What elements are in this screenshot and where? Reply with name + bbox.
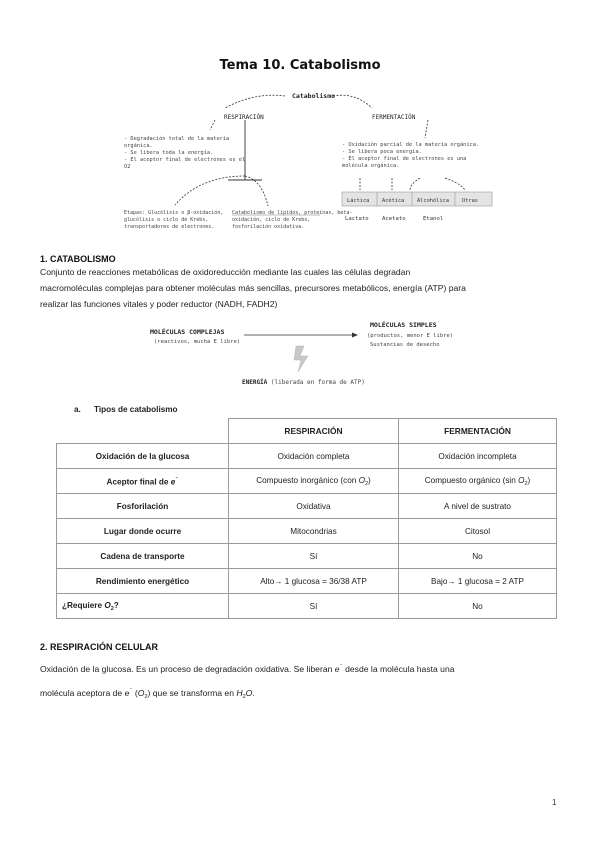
- cell-close: ): [368, 475, 371, 485]
- row-label-end: ?: [113, 600, 119, 610]
- ferm-box: Otras: [462, 198, 478, 204]
- electron-symbol: e: [170, 477, 176, 487]
- subsection-marker: a.: [74, 405, 81, 414]
- table-row: [57, 594, 557, 619]
- table-row: [57, 544, 557, 569]
- resp-right-branch: Catabolismo de lípidos, proteínas, beta-: [232, 210, 353, 216]
- cell-respiration: [229, 469, 399, 494]
- cell-fermentation: A nivel de sustrato: [399, 494, 557, 519]
- text-run: .: [252, 687, 255, 698]
- ferm-note: molécula orgánica.: [342, 163, 400, 169]
- text-run: desde la molécula hasta una: [342, 663, 455, 674]
- table-header-row: [57, 419, 557, 444]
- cell-respiration: Mitocondrias: [229, 519, 399, 544]
- eq-right-sub1: (productos, menor E libre): [367, 333, 454, 339]
- table-row: [57, 569, 557, 594]
- section1-paragraph: [40, 264, 560, 312]
- resp-left-branch: transportadores de electrones.: [124, 224, 215, 230]
- resp-right-branch: fosforilación oxidativa.: [232, 224, 305, 230]
- text-run: (: [132, 687, 138, 698]
- hydrogen-subscript: 2: [242, 693, 246, 700]
- ferm-note: - Oxidación parcial de la materia orgánica.: [342, 142, 480, 148]
- subsection-label: Tipos de catabolismo: [94, 405, 178, 414]
- cell-respiration: Alto→ 1 glucosa = 36/38 ATP: [229, 569, 399, 594]
- table-corner: [57, 419, 229, 444]
- cell-fermentation: No: [399, 544, 557, 569]
- row-label: [57, 469, 229, 494]
- cell-respiration: Sí: [229, 594, 399, 619]
- cell-text: Compuesto inorgánico (con: [256, 475, 359, 485]
- ferm-box: Acética: [382, 198, 405, 204]
- oxygen-symbol: O: [358, 475, 365, 485]
- diagram-root: Catabolismo: [292, 92, 336, 100]
- catabolism-equation: [0, 318, 600, 393]
- row-label: Cadena de transporte: [57, 544, 229, 569]
- ferm-note: - Se libera poca energía.: [342, 149, 422, 155]
- oxygen-subscript: 2: [144, 693, 148, 700]
- eq-energy: [242, 378, 365, 386]
- catabolism-types-table: [56, 418, 557, 619]
- eq-left-sub: (reactivos, mucha E libre): [154, 339, 241, 345]
- oxygen-symbol: O: [137, 687, 145, 698]
- row-label: Oxidación de la glucosa: [57, 444, 229, 469]
- page-title: Tema 10. Catabolismo: [219, 58, 381, 73]
- resp-left-branch: glucólisis o ciclo de Krebs,: [124, 217, 209, 223]
- oxygen-subscript: 2: [110, 605, 114, 612]
- eq-right-sub2: Sustancias de desecho: [370, 342, 440, 348]
- row-label: Rendimiento energético: [57, 569, 229, 594]
- section2-line: [40, 680, 560, 708]
- ferm-box: Alcohólica: [417, 198, 449, 204]
- table-row: [57, 444, 557, 469]
- electron-symbol: e: [334, 663, 340, 674]
- resp-note: - Degradación total de la materia: [124, 136, 230, 142]
- eq-energy-rest: (liberada en forma de ATP): [267, 379, 365, 386]
- cell-fermentation: No: [399, 594, 557, 619]
- cell-fermentation: [399, 469, 557, 494]
- ferm-box: Láctica: [347, 198, 370, 204]
- cell-respiration: Oxidativa: [229, 494, 399, 519]
- resp-left-branch: Etapas: Glucólisis o β-oxidación,: [124, 210, 224, 216]
- resp-note: - Se libera toda la energía.: [124, 150, 214, 156]
- row-label-text: ¿Requiere: [62, 600, 105, 610]
- cell-text: Compuesto orgánico (sin: [424, 475, 519, 485]
- row-label: [57, 594, 229, 619]
- cell-respiration: Oxidación completa: [229, 444, 399, 469]
- table-row: [57, 494, 557, 519]
- electron-charge: ⁻: [175, 476, 179, 483]
- text-run: Oxidación de la glucosa. Es un proceso de degradación oxidativa. Se liberan: [40, 663, 335, 674]
- row-label-text: Aceptor final de: [106, 477, 171, 487]
- diagram-resp-label: RESPIRACIÓN: [224, 114, 264, 121]
- ferm-product: Etanol: [423, 216, 444, 222]
- hydrogen-symbol: H: [236, 687, 243, 698]
- table-row: [57, 519, 557, 544]
- column-header: FERMENTACIÓN: [399, 419, 557, 444]
- cell-respiration: Sí: [229, 544, 399, 569]
- section1-line: macromoléculas complejas para obtener moléculas más sencillas, precursores metabólicos, energía (ATP) para: [40, 283, 466, 293]
- section1-line: Conjunto de reacciones metabólicas de oxidoreducción mediante las cuales las células degradan: [40, 267, 411, 277]
- oxygen-symbol: O: [104, 600, 111, 610]
- table-row: [57, 469, 557, 494]
- oxygen-symbol: O: [245, 687, 253, 698]
- oxygen-subscript: 2: [524, 480, 528, 487]
- section1-line: realizar las funciones vitales y poder reductor (NADH, FADH2): [40, 299, 278, 309]
- arrow-head-icon: [352, 333, 358, 338]
- electron-charge: ⁻: [129, 687, 133, 694]
- section1-heading: 1. CATABOLISMO: [40, 254, 116, 264]
- electron-symbol: e: [124, 687, 130, 698]
- ferm-product: Lactato: [345, 216, 369, 222]
- text-run: molécula aceptora de: [40, 687, 125, 698]
- eq-right-title: MOLÉCULAS SIMPLES: [370, 321, 437, 329]
- text-run: ) que se transforma en: [147, 687, 237, 698]
- cell-close: ): [527, 475, 531, 485]
- ferm-product: Acetato: [382, 216, 406, 222]
- catabolism-diagram: [0, 80, 600, 245]
- subsection-a-heading: [76, 405, 178, 414]
- row-label: Lugar donde ocurre: [57, 519, 229, 544]
- electron-charge: ⁻: [339, 664, 343, 670]
- cell-fermentation: Oxidación incompleta: [399, 444, 557, 469]
- row-label: Fosforilación: [57, 494, 229, 519]
- page-number: 1: [552, 798, 557, 807]
- eq-energy-bold: ENERGÍA: [242, 379, 268, 386]
- resp-right-branch: oxidación, ciclo de Krebs,: [232, 217, 311, 223]
- oxygen-symbol: O: [518, 475, 525, 485]
- column-header: RESPIRACIÓN: [229, 419, 399, 444]
- resp-note: O2: [124, 164, 131, 170]
- ferm-note: - El aceptor final de electrones es una: [342, 156, 467, 162]
- oxygen-subscript: 2: [364, 480, 369, 487]
- lightning-icon: [294, 346, 308, 372]
- eq-left-title: MOLÉCULAS COMPLEJAS: [150, 328, 225, 336]
- section2-paragraph: [40, 656, 560, 708]
- section2-heading: 2. RESPIRACIÓN CELULAR: [40, 642, 159, 652]
- diagram-ferm-label: FERMENTACIÓN: [372, 114, 416, 121]
- cell-fermentation: Citosol: [399, 519, 557, 544]
- section2-line: [40, 656, 560, 680]
- resp-note: - El aceptor final de electrones es el: [124, 157, 246, 163]
- cell-fermentation: Bajo→ 1 glucosa = 2 ATP: [399, 569, 557, 594]
- resp-note: orgánica.: [124, 143, 153, 149]
